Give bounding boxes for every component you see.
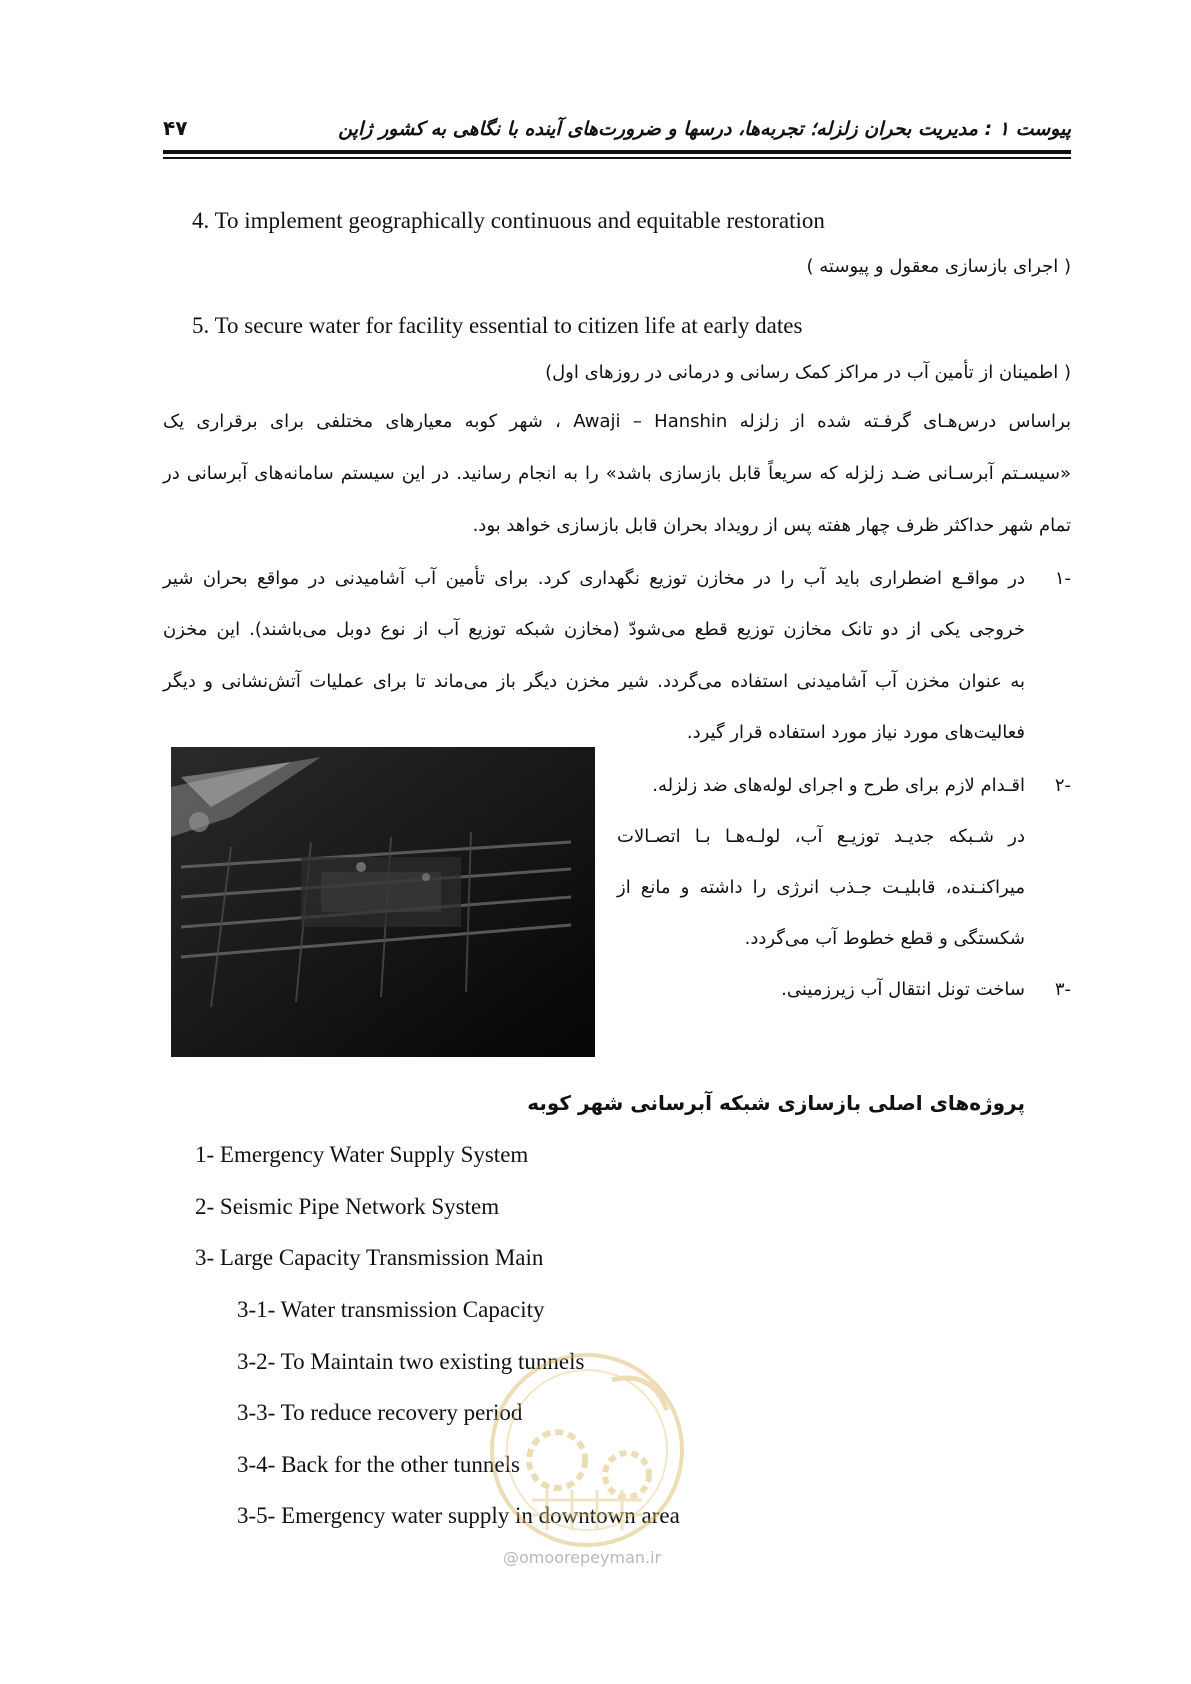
item-2-line-4: شکستگی و قطع خطوط آب می‌گردد. bbox=[744, 928, 1025, 949]
project-sub-item: 3-4- Back for the other tunnels bbox=[237, 1452, 520, 1477]
projects-heading: پروژه‌های اصلی بازسازی شبکه آبرسانی شهر کوبه bbox=[527, 1091, 1025, 1115]
watermark-site: @omoorepeyman.ir bbox=[503, 1548, 662, 1567]
project-sub-item: 3-2- To Maintain two existing tunnels bbox=[237, 1349, 585, 1374]
item-4-persian: ( اجرای بازسازی معقول و پیوسته ) bbox=[806, 256, 1071, 277]
header-title: پیوست ۱ : مدیریت بحران زلزله؛ تجربه‌ها، درسها و ضرورت‌های آینده با نگاهی به کشور ژاپن bbox=[338, 118, 1071, 140]
watermark-logo bbox=[462, 1340, 712, 1570]
item-1-line-4: فعالیت‌های مورد نیاز مورد استفاده قرار گیرد. bbox=[686, 722, 1025, 743]
item-3-marker: -۳ bbox=[1054, 979, 1071, 1000]
item-5-english: 5. To secure water for facility essential to citizen life at early dates bbox=[192, 313, 803, 338]
running-header bbox=[163, 110, 1071, 150]
item-1-line-1: در مواقـع اضطراری باید آب را در مخازن توزیع نگهداری کرد. برای تأمین آب آشامیدنی در مواقع بحران شیر bbox=[163, 568, 1025, 589]
project-list-item: 2- Seismic Pipe Network System bbox=[195, 1194, 500, 1219]
project-list-item: 3- Large Capacity Transmission Main bbox=[195, 1245, 544, 1270]
header-rule-thick bbox=[163, 150, 1071, 154]
project-sub-item: 3-1- Water transmission Capacity bbox=[237, 1297, 545, 1322]
header-rule-thin bbox=[163, 157, 1071, 159]
item-1-line-3: به عنوان مخزن آب آشامیدنی استفاده می‌گردد. شیر مخزن دیگر باز می‌ماند تا برای عملیات آتش‌نشانی و دیگر bbox=[163, 671, 1025, 692]
item-3-line-1: ساخت تونل انتقال آب زیرزمینی. bbox=[781, 979, 1025, 1000]
item-5-persian: ( اطمینان از تأمین آب در مراکز کمک رسانی و درمانی در روزهای اول) bbox=[545, 362, 1071, 383]
project-sub-item: 3-5- Emergency water supply in downtown area bbox=[237, 1503, 680, 1528]
item-2-line-3: میراکنـنده، قابلیـت جـذب انرژی را داشته و مانع از bbox=[617, 877, 1025, 898]
item-2-marker: -۲ bbox=[1054, 775, 1071, 796]
project-sub-item: 3-3- To reduce recovery period bbox=[237, 1400, 523, 1425]
paragraph-line-1: براساس درس‌هـای گرفـته شده از زلزله Awaji – Hanshin ، شهر کوبه معیارهای مختلفی برای برقراری یک bbox=[163, 411, 1071, 432]
pipe-installation-photo bbox=[171, 747, 595, 1057]
paragraph-line-3: تمام شهر حداکثر ظرف چهار هفته پس از رویداد بحران قابل بازسازی خواهد بود. bbox=[472, 515, 1071, 536]
paragraph-line-2: «سیسـتم آبرسـانی ضـد زلزله که سریعاً قابل بازسازی باشد» را به انجام رسانید. در این سیستم سامانه‌های آبرسانی در bbox=[163, 463, 1071, 484]
item-4-english: 4. To implement geographically continuous and equitable restoration bbox=[192, 208, 825, 233]
item-1-marker: -۱ bbox=[1054, 568, 1071, 589]
item-2-line-1: اقـدام لازم برای طرح و اجرای لوله‌های ضد زلزله. bbox=[652, 775, 1025, 796]
page-number: ۴۷ bbox=[163, 116, 188, 140]
item-2-line-2: در شـبکه جدیـد توزیـع آب، لولـه‌هـا بـا اتصـالات bbox=[617, 826, 1025, 847]
project-list-item: 1- Emergency Water Supply System bbox=[195, 1142, 529, 1167]
item-1-line-2: خروجی یکی از دو تانک مخازن توزیع قطع می‌شودّ (مخازن شبکه توزیع آب از نوع دوبل می‌باشند). این مخزن bbox=[163, 619, 1025, 640]
